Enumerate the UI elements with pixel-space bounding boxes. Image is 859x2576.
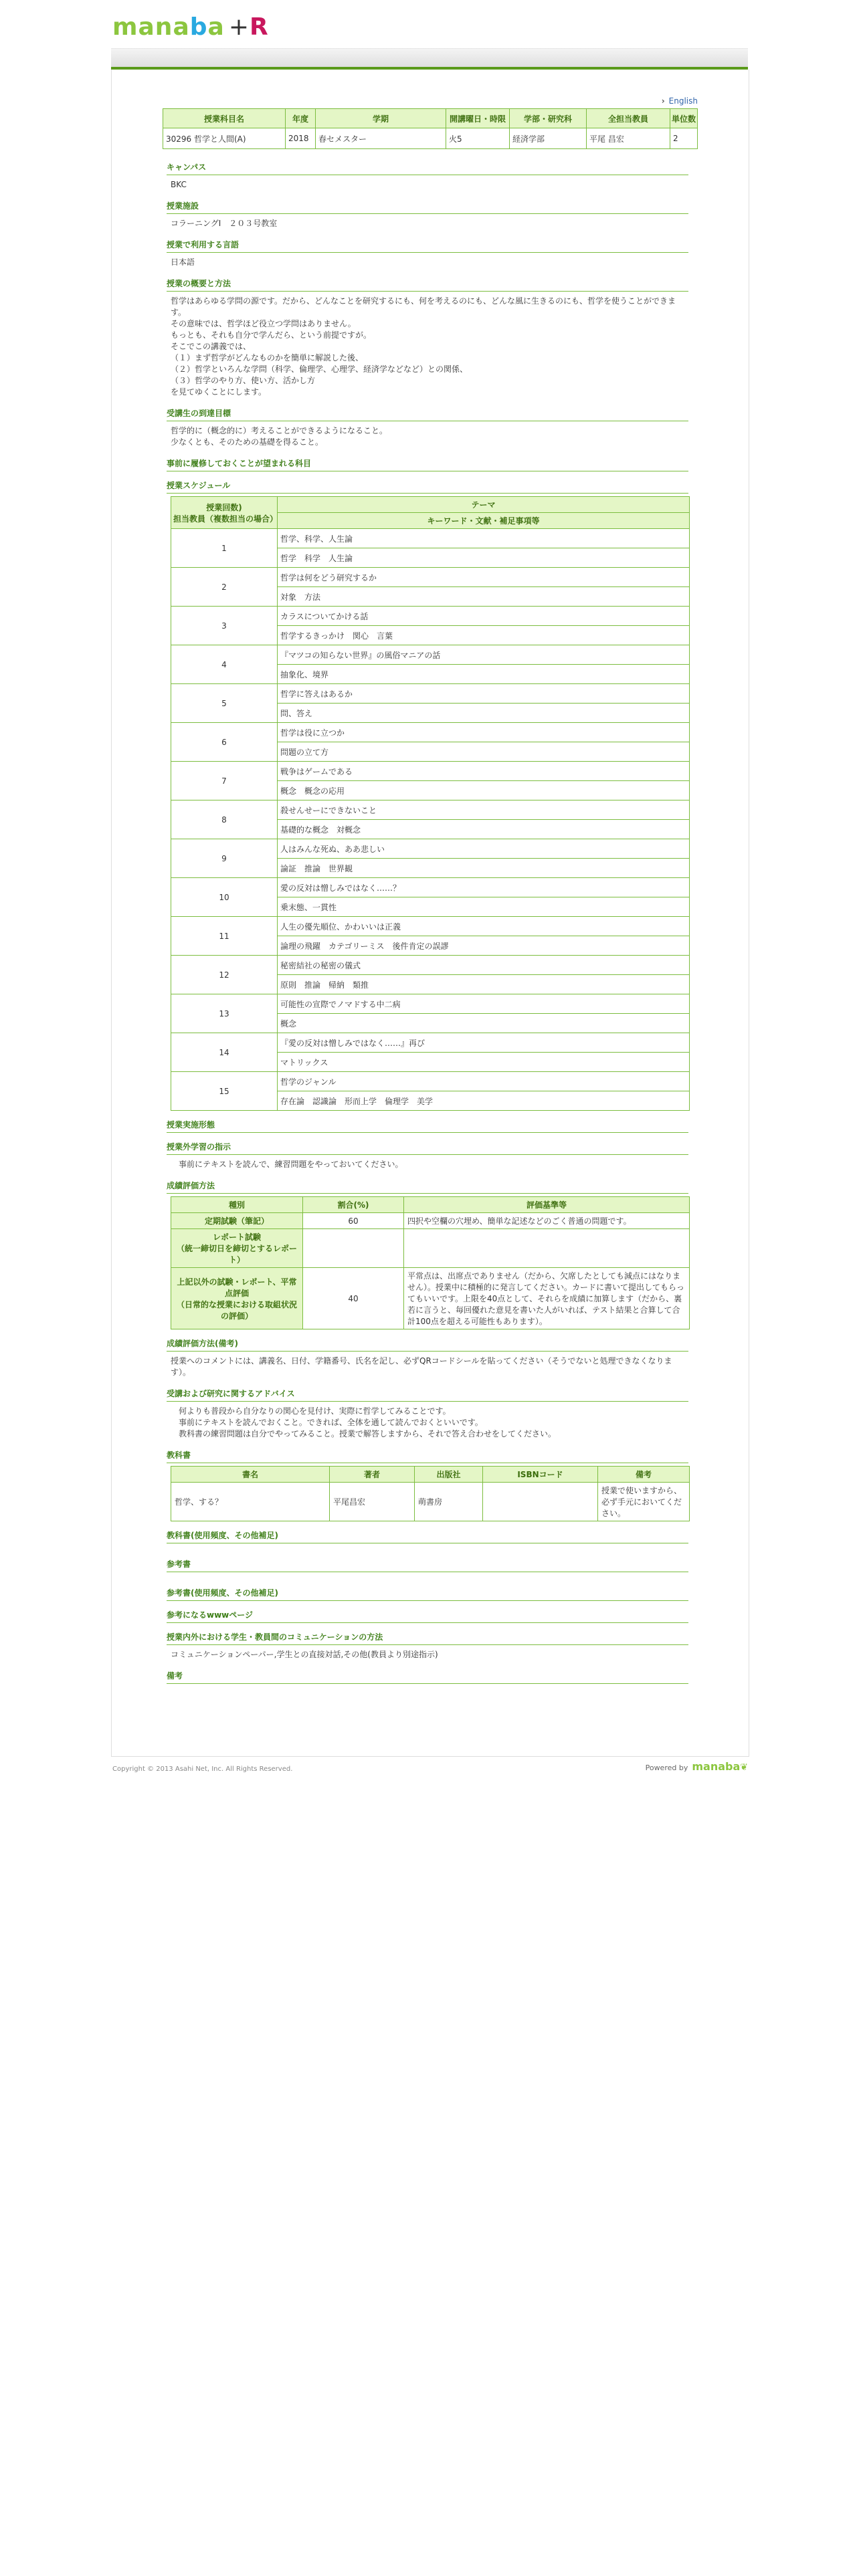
- powered-by[interactable]: Powered by manaba❦: [645, 1760, 748, 1773]
- textbook-table: [171, 1466, 690, 1521]
- session-number: 7: [171, 762, 278, 800]
- course-info-table: [163, 108, 698, 149]
- course-faculty: 経済学部: [510, 128, 587, 149]
- schedule-row: [171, 762, 690, 781]
- grading-row: [171, 1213, 690, 1229]
- section-campus: [167, 161, 688, 192]
- col-instructors: 全担当教員: [587, 109, 670, 128]
- session-theme: 哲学は役に立つか: [278, 723, 690, 742]
- col-faculty: 学部・研究科: [510, 109, 587, 128]
- section-title: 授業施設: [167, 200, 688, 214]
- course-semester: 春セメスター: [316, 128, 446, 149]
- session-theme: 秘密結社の秘密の儀式: [278, 956, 690, 975]
- session-number: 6: [171, 723, 278, 762]
- col-credits: 単位数: [670, 109, 698, 128]
- schedule-head-session: 授業回数) 担当教員（複数担当の場合）: [171, 497, 278, 529]
- section-body: BKC: [171, 180, 187, 189]
- grading-row: [171, 1268, 690, 1329]
- session-keywords: 対象 方法: [278, 587, 690, 607]
- section-title: 受講および研究に関するアドバイス: [167, 1388, 688, 1402]
- grading-percent: [303, 1229, 404, 1268]
- chevron-right-icon: ›: [661, 96, 665, 106]
- schedule-row: [171, 878, 690, 897]
- session-theme: 哲学に答えはあるか: [278, 684, 690, 704]
- session-keywords: 乗末態、一貫性: [278, 897, 690, 917]
- section-title: 授業実施形態: [167, 1119, 688, 1133]
- section-prerequisites: [167, 457, 688, 471]
- session-number: 4: [171, 645, 278, 684]
- col-course-name: 授業科目名: [163, 109, 286, 128]
- header-bar: [111, 48, 748, 69]
- grading-criteria: 四択や空欄の穴埋め、簡単な記述などのごく普通の問題です。: [404, 1213, 690, 1229]
- manaba-brand: manaba: [692, 1760, 741, 1773]
- session-keywords: 問、答え: [278, 704, 690, 723]
- session-theme: 哲学は何をどう研究するか: [278, 568, 690, 587]
- textbook-author: 平尾昌宏: [330, 1483, 415, 1521]
- session-keywords: 原則 推論 帰納 類推: [278, 975, 690, 994]
- section-title: 授業の概要と方法: [167, 278, 688, 292]
- section-title: 成績評価方法(備考): [167, 1337, 688, 1352]
- session-number: 14: [171, 1033, 278, 1072]
- schedule-row: [171, 529, 690, 548]
- schedule-row: [171, 723, 690, 742]
- session-theme: カラスについてかける話: [278, 607, 690, 626]
- grading-head-criteria: 評価基準等: [404, 1197, 690, 1213]
- section-body: 哲学的に（概念的に）考えることができるようになること。 少なくとも、そのための基礎を得ること。: [171, 426, 388, 447]
- grading-percent: 60: [303, 1213, 404, 1229]
- session-theme: 哲学、科学、人生論: [278, 529, 690, 548]
- col-semester: 学期: [316, 109, 446, 128]
- session-keywords: 基礎的な概念 対概念: [278, 820, 690, 839]
- section-advice: [167, 1388, 688, 1441]
- section-title: 授業で利用する言語: [167, 239, 688, 253]
- schedule-row: [171, 645, 690, 665]
- grading-table: [171, 1196, 690, 1329]
- grading-type: 定期試験（筆記）: [171, 1213, 303, 1229]
- session-number: 3: [171, 607, 278, 645]
- section-title: 授業スケジュール: [167, 479, 688, 494]
- schedule-head-keyword: キーワード・文献・補足事項等: [278, 513, 690, 529]
- schedule-row: [171, 839, 690, 859]
- course-instructor: 平尾 昌宏: [587, 128, 670, 149]
- schedule-row: [171, 1072, 690, 1091]
- session-number: 2: [171, 568, 278, 607]
- syllabus-panel: [111, 70, 749, 1757]
- section-title: キャンパス: [167, 161, 688, 175]
- course-schedule: 火5: [446, 128, 510, 149]
- session-number: 9: [171, 839, 278, 878]
- section-reference: [167, 1558, 688, 1572]
- section-body: 授業へのコメントには、講義名、日付、学籍番号、氏名を記し、必ずQRコードシールを貼ってください（そうでないと処理できなくなります）。: [171, 1356, 672, 1377]
- section-reference-use: [167, 1587, 688, 1601]
- session-theme: 愛の反対は憎しみではなく……？: [278, 878, 690, 897]
- copyright: Copyright © 2013 Asahi Net, Inc. All Rights Reserved.: [112, 1765, 293, 1773]
- session-theme: 殺せんせーにできないこと: [278, 800, 690, 820]
- section-textbook: [167, 1449, 688, 1463]
- section-remarks: [167, 1670, 688, 1684]
- schedule-row: [171, 994, 690, 1014]
- course-credits: 2: [670, 128, 698, 149]
- session-keywords: 問題の立て方: [278, 742, 690, 762]
- session-number: 10: [171, 878, 278, 917]
- col-year: 年度: [286, 109, 316, 128]
- textbook-head-name: 書名: [171, 1467, 330, 1483]
- session-number: 12: [171, 956, 278, 994]
- session-keywords: 概念: [278, 1014, 690, 1033]
- footer: [112, 1760, 748, 1773]
- schedule-row: [171, 607, 690, 626]
- section-schedule: [167, 479, 688, 494]
- schedule-row: [171, 1033, 690, 1053]
- session-theme: 可能性の宣際でノマドする中二病: [278, 994, 690, 1014]
- session-theme: 人生の優先順位、かわいいは正義: [278, 917, 690, 936]
- session-number: 8: [171, 800, 278, 839]
- session-keywords: 論証 推論 世界観: [278, 859, 690, 878]
- session-number: 1: [171, 529, 278, 568]
- section-title: 授業外学習の指示: [167, 1141, 688, 1155]
- section-language: [167, 239, 688, 270]
- section-body: 何よりも普段から自分なりの関心を見付け、実際に哲学してみることです。 事前にテキストを読んでおくこと。できれば、全体を通して読んでおくといいです。 教科書の練習問題は自分でやってみること。授業で解答しますから、それで答え合わせをしてください。: [179, 1406, 557, 1438]
- session-keywords: 概念 概念の応用: [278, 781, 690, 800]
- course-year: 2018: [286, 128, 316, 149]
- session-number: 5: [171, 684, 278, 723]
- schedule-row: [171, 568, 690, 587]
- textbook-isbn: [483, 1483, 598, 1521]
- section-title: 参考書(使用頻度、その他補足): [167, 1587, 688, 1601]
- section-grading-note: [167, 1337, 688, 1380]
- section-communication: [167, 1631, 688, 1662]
- section-body: 哲学はあらゆる学問の源です。だから、どんなことを研究するにも、何を考えるのにも、どんな風に生きるのにも、哲学を使うことができます。 その意味では、哲学ほど役立つ学問はありません。 もっとも、それも自分で学んだら、という前提ですが。 そこでこの講義では、 （１）まず哲学がどんなものかを簡単に解説した後、 （２）哲学といろんな学問（科学、倫理学、心理学、経済学などなど）との関係、 （３）哲学のやり方、使い方、活かし方 を見てゆくことにします。: [171, 296, 676, 397]
- section-goals: [167, 407, 688, 449]
- schedule-row: [171, 917, 690, 936]
- grading-criteria: [404, 1229, 690, 1268]
- section-web: [167, 1609, 688, 1623]
- syllabus-content: [163, 96, 698, 1684]
- section-title: 教科書(使用頻度、その他補足): [167, 1529, 688, 1543]
- textbook-head-note: 備考: [598, 1467, 690, 1483]
- english-link[interactable]: English: [668, 96, 698, 106]
- section-title: 授業内外における学生・教員間のコミュニケーションの方法: [167, 1631, 688, 1645]
- session-theme: 哲学のジャンル: [278, 1072, 690, 1091]
- schedule-row: [171, 684, 690, 704]
- session-keywords: 哲学するきっかけ 関心 言葉: [278, 626, 690, 645]
- schedule-row: [171, 800, 690, 820]
- grading-type: 上記以外の試験・レポート、平常点評価 （日常的な授業における取組状況の評価）: [171, 1268, 303, 1329]
- section-outside-study: [167, 1141, 688, 1172]
- section-overview: [167, 278, 688, 399]
- session-theme: 『マツコの知らない世界』の風俗マニアの話: [278, 645, 690, 665]
- session-keywords: マトリックス: [278, 1053, 690, 1072]
- session-keywords: 抽象化、境界: [278, 665, 690, 684]
- section-title: 備考: [167, 1670, 688, 1684]
- section-title: 参考になるwwwページ: [167, 1609, 688, 1623]
- section-body: コミュニケーションペーパー,学生との直接対話,その他(教員より別途指示): [171, 1650, 438, 1659]
- session-number: 13: [171, 994, 278, 1033]
- textbook-head-author: 著者: [330, 1467, 415, 1483]
- section-title: 参考書: [167, 1558, 688, 1572]
- session-keywords: 存在論 認識論 形而上学 倫理学 美学: [278, 1091, 690, 1111]
- grading-type: レポート試験 （統一締切日を締切とするレポート）: [171, 1229, 303, 1268]
- section-textbook-use: [167, 1529, 688, 1543]
- leaf-icon: ❦: [740, 1762, 748, 1773]
- section-body: 事前にテキストを読んで、練習問題をやっておいてください。: [179, 1160, 403, 1169]
- section-title: 教科書: [167, 1449, 688, 1463]
- schedule-table: [171, 496, 690, 1111]
- schedule-row: [171, 956, 690, 975]
- section-grading: [167, 1180, 688, 1194]
- grading-percent: 40: [303, 1268, 404, 1329]
- textbook-publisher: 萌書房: [415, 1483, 483, 1521]
- section-body: コラーニングⅠ ２０３号教室: [171, 219, 278, 228]
- section-title: 受講生の到達目標: [167, 407, 688, 421]
- session-keywords: 論理の飛躍 カテゴリーミス 後件肯定の誤謬: [278, 936, 690, 956]
- course-name: 30296 哲学と人間(A): [163, 128, 286, 149]
- section-title: 事前に履修しておくことが望まれる科目: [167, 457, 688, 471]
- language-switch[interactable]: [163, 96, 698, 106]
- session-theme: 『愛の反対は憎しみではなく……』再び: [278, 1033, 690, 1053]
- session-theme: 戦争はゲームである: [278, 762, 690, 781]
- session-keywords: 哲学 科学 人生論: [278, 548, 690, 568]
- textbook-note: 授業で使いますから、必ず手元においてください。: [598, 1483, 690, 1521]
- section-body: 日本語: [171, 257, 195, 267]
- section-title: 成績評価方法: [167, 1180, 688, 1194]
- grading-row: [171, 1229, 690, 1268]
- schedule-head-theme: テーマ: [278, 497, 690, 513]
- session-number: 15: [171, 1072, 278, 1111]
- grading-head-type: 種別: [171, 1197, 303, 1213]
- col-schedule: 開講曜日・時限: [446, 109, 510, 128]
- textbook-head-publisher: 出版社: [415, 1467, 483, 1483]
- section-facility: [167, 200, 688, 231]
- grading-criteria: 平常点は、出席点でありません（だから、欠席したとしても減点にはなりません）。授業中に積極的に発言してください。カードに書いて提出してもらってもいいです。上限を40点として、それらを成績に加算します（だから、裏若に言うと、毎回優れた意見を書いた人がいれば、テスト結果と合算して合計100点を超える可能性もあります）。: [404, 1268, 690, 1329]
- grading-head-pct: 割合(%): [303, 1197, 404, 1213]
- textbook-name: 哲学、する？: [171, 1483, 330, 1521]
- session-number: 11: [171, 917, 278, 956]
- textbook-head-isbn: ISBNコード: [483, 1467, 598, 1483]
- session-theme: 人はみんな死ぬ、ああ悲しい: [278, 839, 690, 859]
- section-format: [167, 1119, 688, 1133]
- manaba-r-logo[interactable]: manaba +R: [112, 13, 269, 41]
